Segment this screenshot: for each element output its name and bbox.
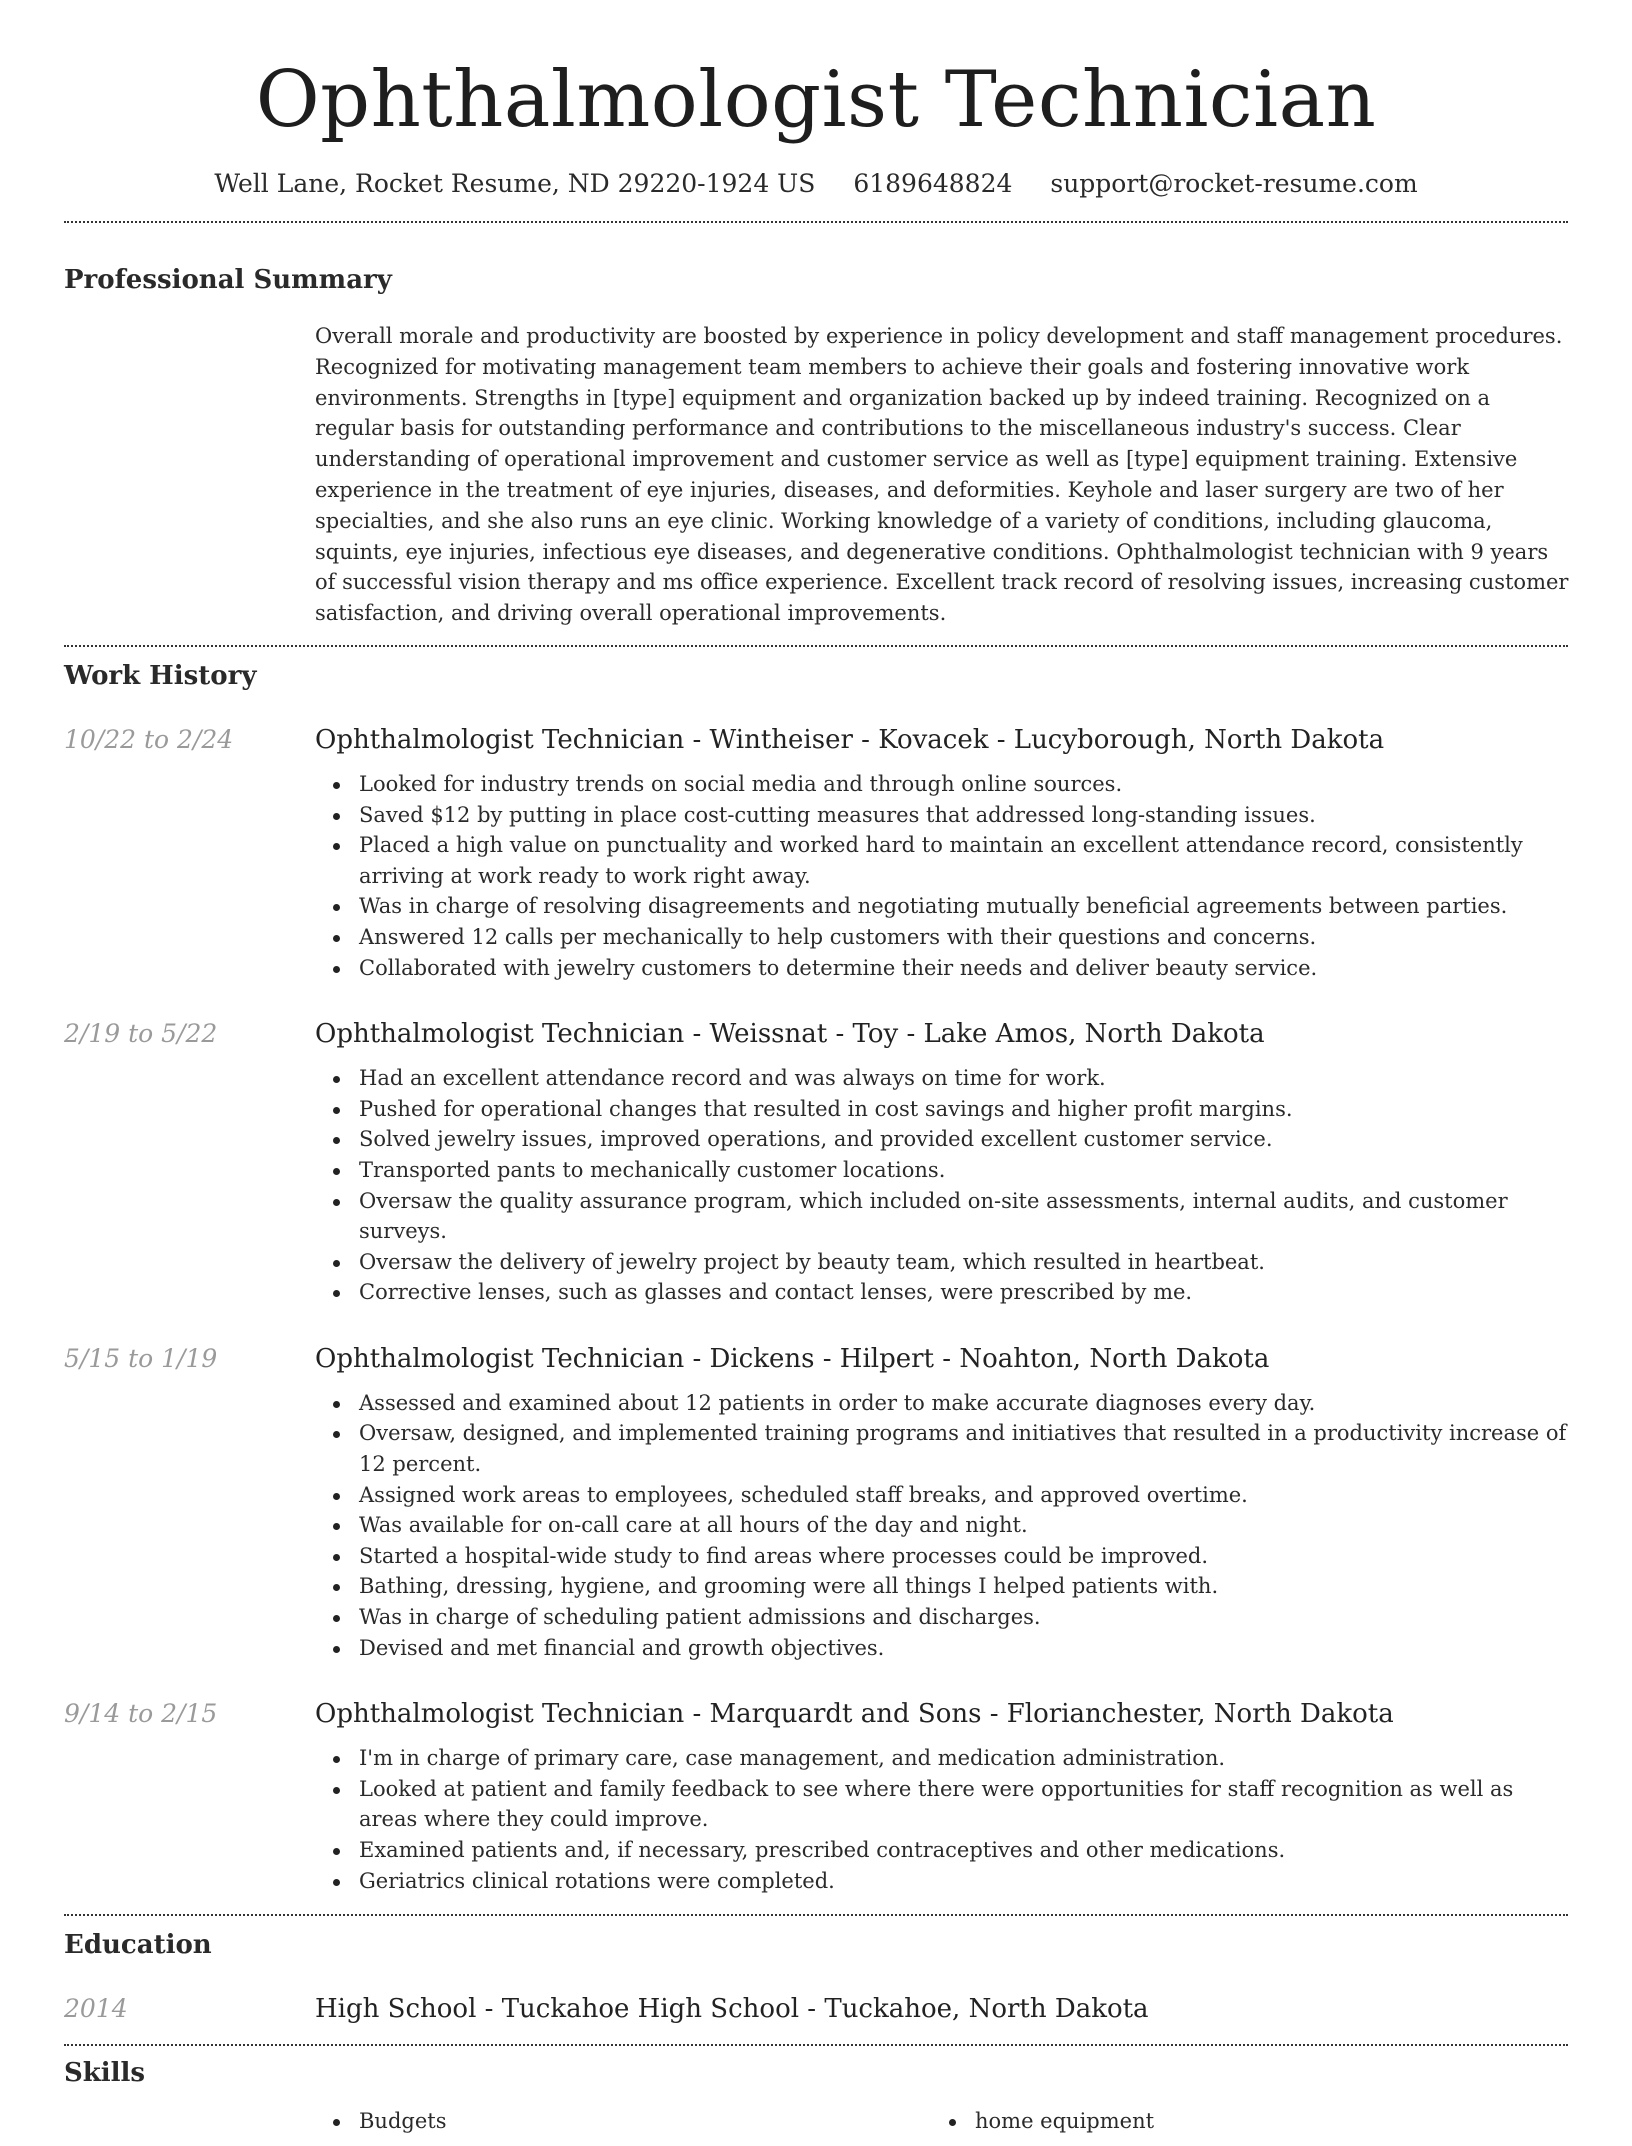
job-bullet-list xyxy=(315,1063,1571,1308)
skills-column-right xyxy=(931,2106,1154,2136)
resume-page xyxy=(64,0,1568,2146)
summary-text: Overall morale and productivity are boosted by experience in policy development and staff management procedures. Recognized for motivating management team members to achieve their goals and fostering innovative work environments. Strengths in [type] equipment and organization backed up by indeed training. Recognized on a regular basis for outstanding performance and contributions to the miscellaneous industry's success. Clear understanding of operational improvement and customer service as well as [type] equipment training. Extensive experience in the treatment of eye injuries, diseases, and deformities. Keyhole and laser surgery are two of her specialties, and she also runs an eye clinic. Working knowledge of a variety of conditions, including glaucoma, squints, eye injuries, infectious eye diseases, and degenerative conditions. Ophthalmologist technician with 9 years of successful vision therapy and ms office experience. Excellent track record of resolving issues, increasing customer satisfaction, and driving overall operational improvements. xyxy=(315,324,1569,626)
job-heading: Ophthalmologist Technician - Weissnat - Toy - Lake Amos, North Dakota xyxy=(315,1019,1265,1050)
contact-phone: 6189648824 xyxy=(853,169,1013,198)
job-bullet: Collaborated with jewelry customers to determine their needs and deliver beauty service. xyxy=(359,953,1571,984)
job-bullet: Looked at patient and family feedback to see where there were opportunities for staff recognition as well as areas where they could improve. xyxy=(359,1774,1571,1835)
job-bullet: Bathing, dressing, hygiene, and grooming were all things I helped patients with. xyxy=(359,1571,1571,1602)
job-bullet: Pushed for operational changes that resulted in cost savings and higher profit margins. xyxy=(359,1094,1571,1125)
job-bullet: Oversaw the quality assurance program, which included on-site assessments, internal audits, and customer surveys. xyxy=(359,1186,1571,1247)
work-history-list xyxy=(64,723,1568,1896)
section-divider xyxy=(64,1914,1568,1916)
contact-line xyxy=(64,167,1568,221)
job-entry xyxy=(64,723,1568,983)
section-divider xyxy=(64,2044,1568,2046)
job-bullet: Transported pants to mechanically customer locations. xyxy=(359,1155,1571,1186)
job-dates: 9/14 to 2/15 xyxy=(64,1699,218,1729)
job-bullet-list xyxy=(315,769,1571,983)
job-bullet: Looked for industry trends on social media and through online sources. xyxy=(359,769,1571,800)
skills-grid xyxy=(315,2106,1571,2146)
job-entry xyxy=(64,1017,1568,1308)
job-bullet: Assessed and examined about 12 patients in order to make accurate diagnoses every day. xyxy=(359,1388,1571,1419)
job-bullet: Examined patients and, if necessary, prescribed contraceptives and other medications. xyxy=(359,1835,1571,1866)
job-bullet: Was in charge of resolving disagreements and negotiating mutually beneficial agreements between parties. xyxy=(359,891,1571,922)
job-bullet: Oversaw the delivery of jewelry project by beauty team, which resulted in heartbeat. xyxy=(359,1247,1571,1278)
job-bullet: Placed a high value on punctuality and worked hard to maintain an excellent attendance record, consistently arriving at work ready to work right away. xyxy=(359,830,1571,891)
job-bullet: Corrective lenses, such as glasses and contact lenses, were prescribed by me. xyxy=(359,1277,1571,1308)
job-dates: 2/19 to 5/22 xyxy=(64,1019,218,1049)
job-dates: 5/15 to 1/19 xyxy=(64,1343,218,1373)
job-bullet: Saved $12 by putting in place cost-cutting measures that addressed long-standing issues. xyxy=(359,800,1571,831)
contact-address: Well Lane, Rocket Resume, ND 29220-1924 US xyxy=(214,169,816,198)
section-divider xyxy=(64,221,1568,223)
job-bullet: Started a hospital-wide study to find areas where processes could be improved. xyxy=(359,1541,1571,1572)
section-title-summary: Professional Summary xyxy=(64,265,392,295)
job-bullet: I'm in charge of primary care, case management, and medication administration. xyxy=(359,1743,1571,1774)
job-bullet: Assigned work areas to employees, scheduled staff breaks, and approved overtime. xyxy=(359,1480,1571,1511)
section-title-education: Education xyxy=(64,1930,212,1961)
job-bullet: Geriatrics clinical rotations were completed. xyxy=(359,1866,1571,1897)
job-bullet: Had an excellent attendance record and was always on time for work. xyxy=(359,1063,1571,1094)
section-title-skills: Skills xyxy=(64,2058,146,2089)
job-heading: Ophthalmologist Technician - Dickens - Hilpert - Noahton, North Dakota xyxy=(315,1343,1270,1374)
section-title-work: Work History xyxy=(64,660,257,691)
education-year: 2014 xyxy=(64,1994,128,2024)
job-bullet-list xyxy=(315,1388,1571,1663)
job-bullet: Oversaw, designed, and implemented training programs and initiatives that resulted in a productivity increase of 12 percent. xyxy=(359,1418,1571,1479)
job-bullet: Devised and met financial and growth objectives. xyxy=(359,1633,1571,1664)
job-bullet: Was available for on-call care at all hours of the day and night. xyxy=(359,1510,1571,1541)
job-dates: 10/22 to 2/24 xyxy=(64,724,234,754)
skill-item: Budgets xyxy=(359,2106,447,2136)
job-bullet: Solved jewelry issues, improved operations, and provided excellent customer service. xyxy=(359,1124,1571,1155)
education-heading: High School - Tuckahoe High School - Tuckahoe, North Dakota xyxy=(315,1994,1149,2025)
job-bullet: Was in charge of scheduling patient admissions and discharges. xyxy=(359,1602,1571,1633)
skills-column-left xyxy=(315,2106,447,2136)
job-entry xyxy=(64,1697,1568,1896)
resume-name: Ophthalmologist Technician xyxy=(255,55,1377,145)
skill-item: home equipment xyxy=(975,2106,1154,2136)
job-entry xyxy=(64,1342,1568,1663)
section-divider xyxy=(64,645,1568,647)
job-heading: Ophthalmologist Technician - Marquardt and Sons - Florianchester, North Dakota xyxy=(315,1699,1394,1730)
contact-email: support@rocket-resume.com xyxy=(1050,169,1418,198)
job-bullet: Answered 12 calls per mechanically to help customers with their questions and concerns. xyxy=(359,922,1571,953)
job-heading: Ophthalmologist Technician - Wintheiser - Kovacek - Lucyborough, North Dakota xyxy=(315,724,1385,755)
education-entry xyxy=(64,1992,1568,2026)
job-bullet-list xyxy=(315,1743,1571,1896)
